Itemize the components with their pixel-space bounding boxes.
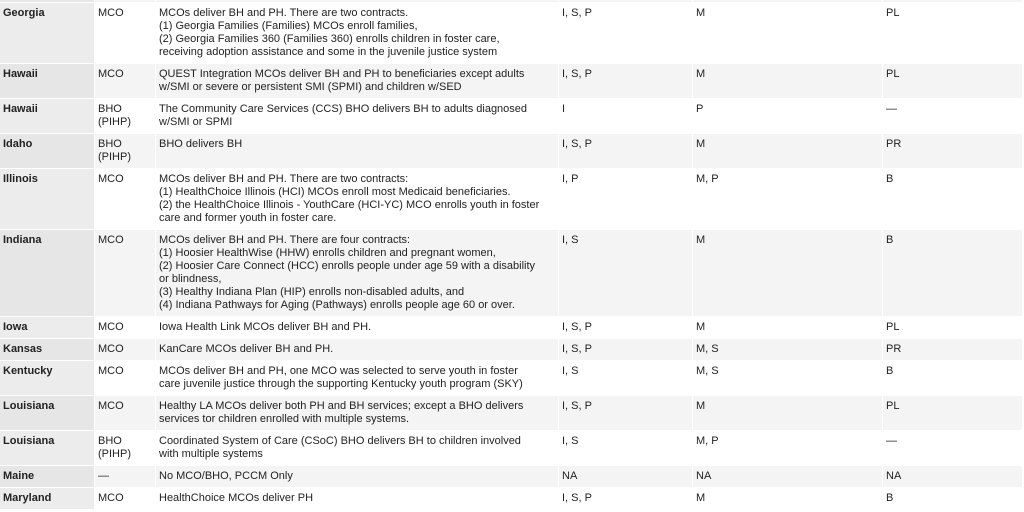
type-cell xyxy=(95,0,156,2)
table-row xyxy=(0,99,1022,134)
table-row xyxy=(0,339,1022,361)
table-row xyxy=(0,488,1022,510)
populations-cell: I, S, P xyxy=(559,488,693,509)
description-cell: BHO delivers BH xyxy=(156,134,559,168)
enrollment-cell: M xyxy=(693,230,883,316)
type-cell: MCO xyxy=(95,339,156,360)
populations-cell: I xyxy=(559,99,693,133)
state-cell: Indiana xyxy=(0,230,95,316)
description-cell: MCOs deliver BH and PH. There are two contracts: (1) HealthChoice Illinois (HCI) MCOs enroll most Medicaid beneficiaries. (2) the HealthChoice Illinois - YouthCare (HCI-YC) MCO enrolls youth in foster care and former youth in foster care. xyxy=(156,169,559,229)
state-cell: Louisiana xyxy=(0,396,95,430)
populations-cell: I, S xyxy=(559,431,693,465)
description-cell: HealthChoice MCOs deliver PH xyxy=(156,488,559,509)
table-row xyxy=(0,134,1022,169)
enrollment-cell: NA xyxy=(693,466,883,487)
type-cell: MCO xyxy=(95,3,156,63)
type-cell: — xyxy=(95,466,156,487)
coverage-cell: B xyxy=(883,169,1022,229)
description-cell: MCOs deliver BH and PH. There are four contracts: (1) Hoosier HealthWise (HHW) enrolls children and pregnant women, (2) Hoosier Care Connect (HCC) enrolls people under age 59 with a disability or blindness, (3) Healthy Indiana Plan (HIP) enrolls non-disabled adults, and (4) Indiana Pathways for Aging (Pathways) enrolls people age 60 or over. xyxy=(156,230,559,316)
coverage-cell xyxy=(883,0,1022,2)
enrollment-cell: M, P xyxy=(693,169,883,229)
state-cell: Maryland xyxy=(0,488,95,509)
enrollment-cell xyxy=(693,0,883,2)
table-row xyxy=(0,466,1022,488)
state-cell: Hawaii xyxy=(0,64,95,98)
description-cell: The Community Care Services (CCS) BHO delivers BH to adults diagnosed w/SMI or SPMI xyxy=(156,99,559,133)
populations-cell: I, S xyxy=(559,361,693,395)
description-cell: QUEST Integration MCOs deliver BH and PH to beneficiaries except adults w/SMI or severe or persistent SMI (SPMI) and children w/SED xyxy=(156,64,559,98)
type-cell: MCO xyxy=(95,64,156,98)
coverage-cell: — xyxy=(883,99,1022,133)
state-cell: Kansas xyxy=(0,339,95,360)
populations-cell: I, S xyxy=(559,230,693,316)
state-cell: Louisiana xyxy=(0,431,95,465)
table-row xyxy=(0,431,1022,466)
state-cell: Illinois xyxy=(0,169,95,229)
enrollment-cell: P xyxy=(693,99,883,133)
description-cell: Iowa Health Link MCOs deliver BH and PH. xyxy=(156,317,559,338)
enrollment-cell: M, P xyxy=(693,431,883,465)
type-cell: MCO xyxy=(95,396,156,430)
enrollment-cell: M, S xyxy=(693,361,883,395)
table-row xyxy=(0,3,1022,64)
populations-cell: I, S, P xyxy=(559,134,693,168)
type-cell: BHO (PIHP) xyxy=(95,134,156,168)
populations-cell: NA xyxy=(559,466,693,487)
type-cell: MCO xyxy=(95,230,156,316)
populations-cell: I, S, P xyxy=(559,396,693,430)
table-row xyxy=(0,169,1022,230)
coverage-cell: PR xyxy=(883,134,1022,168)
coverage-cell: PR xyxy=(883,339,1022,360)
enrollment-cell: M xyxy=(693,134,883,168)
description-cell xyxy=(156,0,559,2)
state-cell: Maine xyxy=(0,466,95,487)
description-cell: No MCO/BHO, PCCM Only xyxy=(156,466,559,487)
coverage-cell: PL xyxy=(883,317,1022,338)
table-row xyxy=(0,361,1022,396)
type-cell: MCO xyxy=(95,317,156,338)
description-cell: MCOs deliver BH and PH. There are two contracts. (1) Georgia Families (Families) MCOs enroll families, (2) Georgia Families 360 (Families 360) enrolls children in foster care, receiving adoption assistance and some in the juvenile justice system xyxy=(156,3,559,63)
description-cell: Coordinated System of Care (CSoC) BHO delivers BH to children involved with multiple systems xyxy=(156,431,559,465)
type-cell: MCO xyxy=(95,169,156,229)
populations-cell: I, S, P xyxy=(559,64,693,98)
enrollment-cell: M xyxy=(693,64,883,98)
table-row xyxy=(0,230,1022,317)
populations-cell: I, P xyxy=(559,169,693,229)
type-cell: MCO xyxy=(95,361,156,395)
state-cell xyxy=(0,0,95,2)
coverage-cell: — xyxy=(883,431,1022,465)
populations-cell: I, S, P xyxy=(559,3,693,63)
table-row xyxy=(0,317,1022,339)
populations-cell: I, S, P xyxy=(559,317,693,338)
enrollment-cell: M, S xyxy=(693,339,883,360)
description-cell: MCOs deliver BH and PH, one MCO was selected to serve youth in foster care juvenile justice through the supporting Kentucky youth program (SKY) xyxy=(156,361,559,395)
enrollment-cell: M xyxy=(693,3,883,63)
coverage-cell: PL xyxy=(883,64,1022,98)
enrollment-cell: M xyxy=(693,317,883,338)
description-cell: KanCare MCOs deliver BH and PH. xyxy=(156,339,559,360)
coverage-cell: NA xyxy=(883,466,1022,487)
table-row xyxy=(0,64,1022,99)
type-cell: BHO (PIHP) xyxy=(95,99,156,133)
type-cell: BHO (PIHP) xyxy=(95,431,156,465)
coverage-cell: PL xyxy=(883,3,1022,63)
description-cell: Healthy LA MCOs deliver both PH and BH services; except a BHO delivers services tor children enrolled with multiple systems. xyxy=(156,396,559,430)
coverage-cell: B xyxy=(883,488,1022,509)
coverage-cell: PL xyxy=(883,396,1022,430)
enrollment-cell: M xyxy=(693,488,883,509)
state-cell: Kentucky xyxy=(0,361,95,395)
enrollment-cell: M xyxy=(693,396,883,430)
coverage-cell: B xyxy=(883,230,1022,316)
type-cell: MCO xyxy=(95,488,156,509)
populations-cell xyxy=(559,0,693,2)
populations-cell: I, S, P xyxy=(559,339,693,360)
state-cell: Idaho xyxy=(0,134,95,168)
state-cell: Hawaii xyxy=(0,99,95,133)
state-cell: Georgia xyxy=(0,3,95,63)
state-cell: Iowa xyxy=(0,317,95,338)
coverage-cell: B xyxy=(883,361,1022,395)
table-row xyxy=(0,396,1022,431)
